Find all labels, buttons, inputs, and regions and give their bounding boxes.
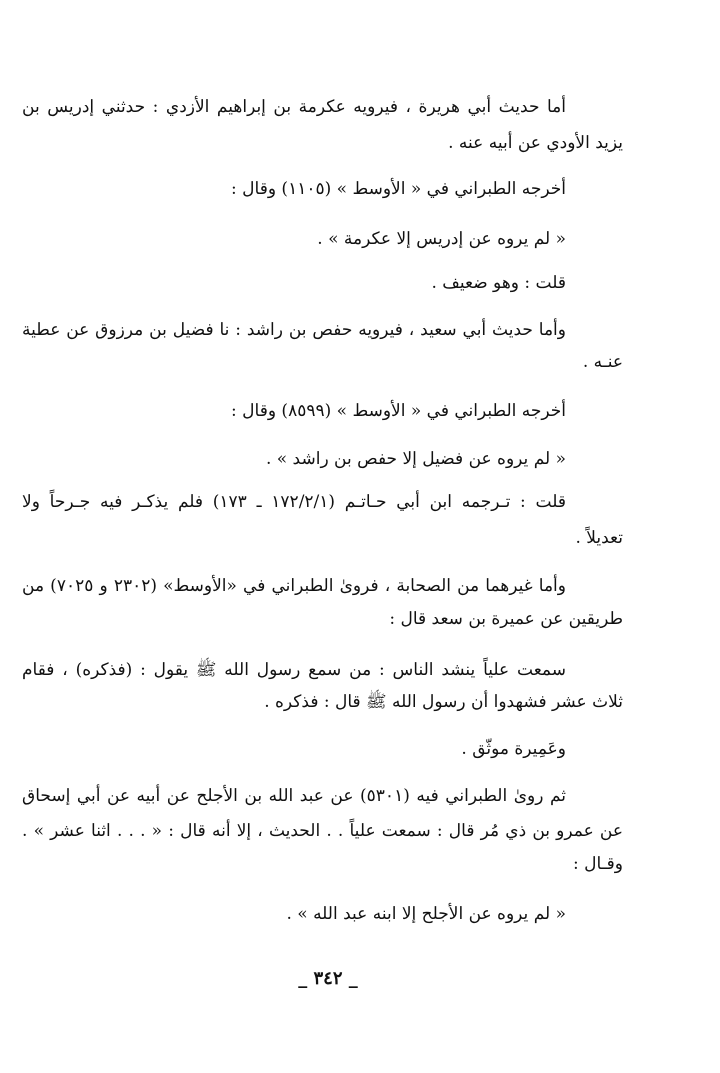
text-line: عن عمرو بن ذي مُر قال : سمعت علياً . . الحديث ، إلا أنه قال : « . . . اثنا عشر » . (22, 821, 623, 841)
text-line: أخرجه الطبراني في « الأوسط » (١١٠٥) وقال : (231, 179, 566, 199)
text-line: تعديلاً . (575, 528, 623, 548)
text-line: وعَمِيرة موثّق . (461, 739, 566, 759)
text-line: أخرجه الطبراني في « الأوسط » (٨٥٩٩) وقال : (231, 401, 566, 421)
text-line: طريقين عن عميرة بن سعد قال : (389, 609, 623, 629)
text-line: قلت : تـرجمه ابن أبي حـاتـم (١٧٢/٢/١ ـ ١٧٣) فلم يذكـر فيه جـرحاً ولا (22, 492, 566, 512)
text-line: ثلاث عشر فشهدوا أن رسول الله ﷺ قال : فذكره . (264, 692, 623, 712)
text-line: « لم يروه عن الأجلح إلا ابنه عبد الله » . (286, 904, 566, 924)
text-line: « لم يروه عن فضيل إلا حفص بن راشد » . (265, 449, 566, 469)
text-line: وأما غيرهما من الصحابة ، فروىٰ الطبراني في «الأوسط» (٢٣٠٢ و ٧٠٢٥) من (22, 576, 566, 596)
text-line: وقـال : (573, 854, 623, 874)
text-line: وأما حديث أبي سعيد ، فيرويه حفص بن راشد : نا فضيل بن مرزوق عن عطية (22, 320, 566, 340)
text-line: يزيد الأودي عن أبيه عنه . (448, 133, 623, 153)
page-number: _ ٣٤٢ _ (298, 968, 358, 989)
text-line: أما حديث أبي هريرة ، فيرويه عكرمة بن إبراهيم الأزدي : حدثني إدريس بن (22, 97, 566, 117)
text-line: سمعت علياً ينشد الناس : من سمع رسول الله ﷺ يقول : (فذكره) ، فقام (22, 660, 566, 680)
text-line: قلت : وهو ضعيف . (431, 273, 566, 293)
text-line: عنـه . (582, 352, 623, 372)
text-line: ثم روىٰ الطبراني فيه (٥٣٠١) عن عبد الله بن الأجلح عن أبيه عن أبي إسحاق (22, 786, 566, 806)
text-line: « لم يروه عن إدريس إلا عكرمة » . (317, 229, 566, 249)
